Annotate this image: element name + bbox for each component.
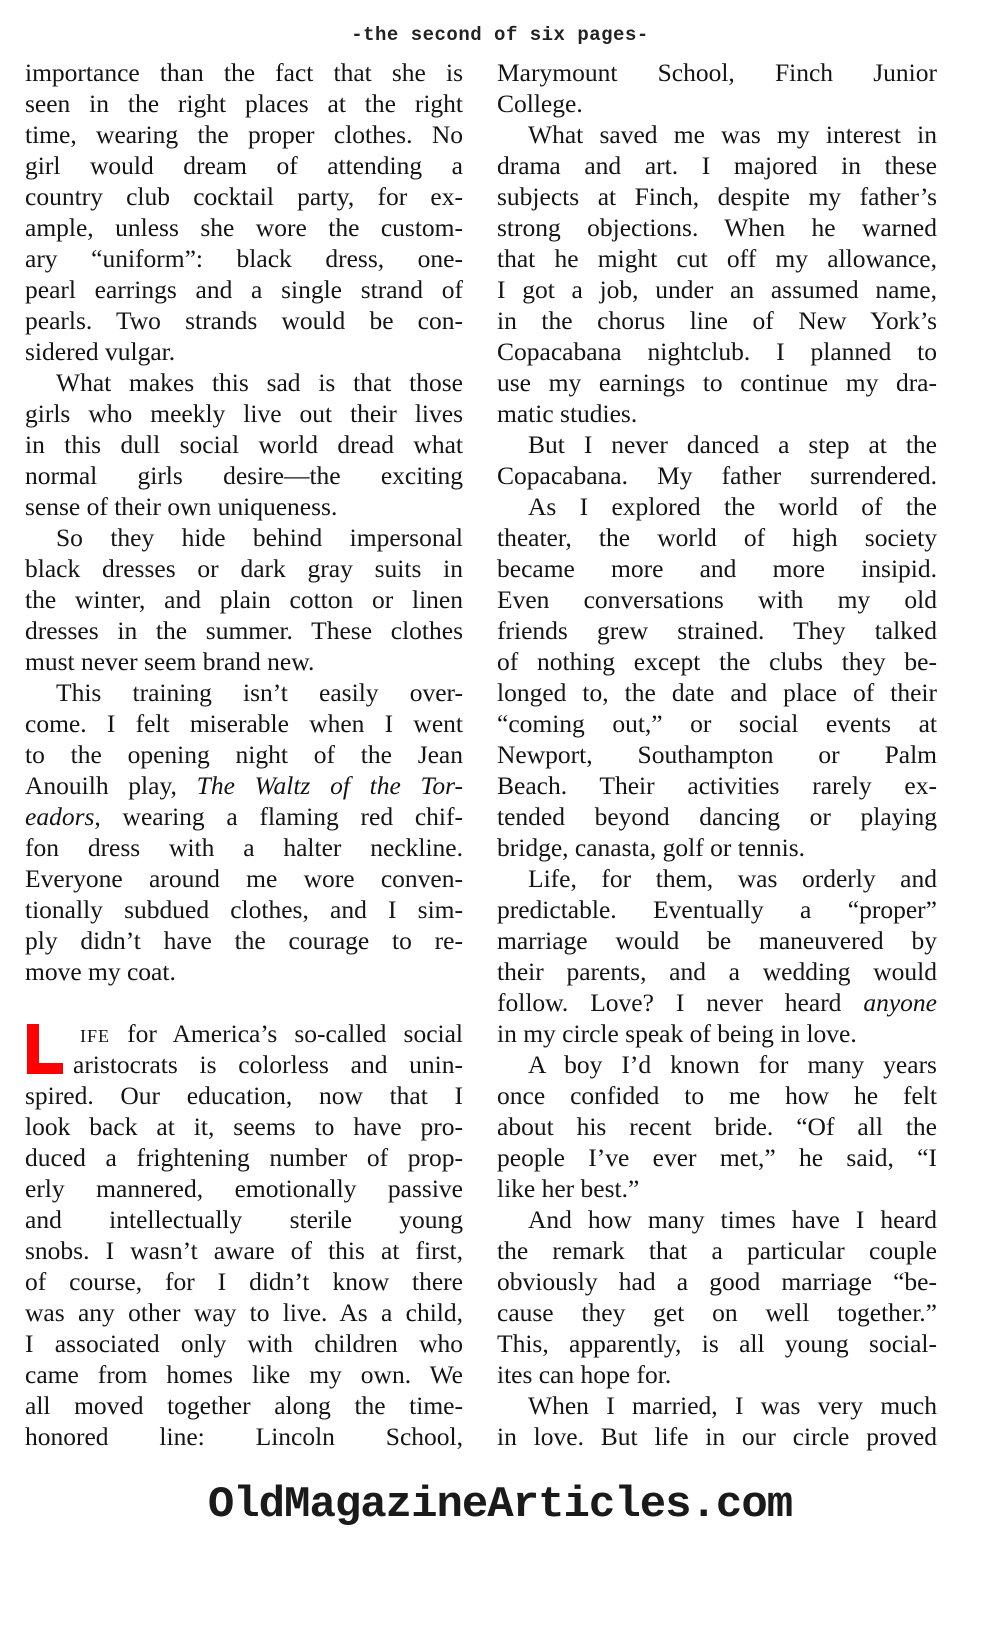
text-line: to the opening night of the Jean xyxy=(25,740,463,769)
play-title: The Waltz of the Tor- xyxy=(196,771,463,800)
text-line: of course, for I didn’t know there xyxy=(25,1267,463,1296)
text-segment: for America’s so-called social xyxy=(110,1019,463,1048)
text-line: matic studies. xyxy=(497,399,638,428)
text-line: friends grew strained. They talked xyxy=(497,616,937,645)
text-line: look back at it, seems to have pro- xyxy=(25,1112,463,1141)
text-line: of nothing except the clubs they be- xyxy=(497,647,937,676)
lead-in-smallcaps: ife xyxy=(80,1019,110,1048)
text-line: country club cocktail party, for ex- xyxy=(25,182,463,211)
text-line: Copacabana. My father surrendered. xyxy=(497,461,937,490)
text-line: their parents, and a wedding would xyxy=(497,957,937,986)
text-line: A boy I’d known for many years xyxy=(528,1050,937,1079)
text-line: time, wearing the proper clothes. No xyxy=(25,120,463,149)
text-line: come. I felt miserable when I went xyxy=(25,709,463,738)
text-line xyxy=(25,770,463,801)
text-line: theater, the world of high society xyxy=(497,523,937,552)
text-segment: Anouilh play, xyxy=(25,771,197,800)
play-title: eadors xyxy=(25,802,95,831)
section-paragraph xyxy=(25,1018,463,1452)
text-line: pearls. Two strands would be con- xyxy=(25,306,463,335)
text-line: girls who meekly live out their lives xyxy=(25,399,463,428)
text-line: predictable. Eventually a “proper” xyxy=(497,895,937,924)
text-line: I got a job, under an assumed name, xyxy=(497,275,937,304)
text-line: ample, unless she wore the custom- xyxy=(25,213,463,242)
text-line: like her best.” xyxy=(497,1174,640,1203)
paragraph xyxy=(497,863,937,1049)
text-line: ary “uniform”: black dress, one- xyxy=(25,244,463,273)
text-line: Newport, Southampton or Palm xyxy=(497,740,937,769)
text-line: must never seem brand new. xyxy=(25,647,315,676)
text-line: about his recent bride. “Of all the xyxy=(497,1112,937,1141)
text-line: cause they get on well together.” xyxy=(497,1298,937,1327)
text-line: Everyone around me wore conven- xyxy=(25,864,463,893)
text-line: black dresses or dark gray suits in xyxy=(25,554,463,583)
article-column-left xyxy=(25,57,463,1452)
text-line: all moved together along the time- xyxy=(25,1391,463,1420)
text-line: girl would dream of attending a xyxy=(25,151,463,180)
text-line: became more and more insipid. xyxy=(497,554,937,583)
text-line: importance than the fact that she is xyxy=(25,58,463,87)
text-line: ply didn’t have the courage to re- xyxy=(25,926,463,955)
text-segment: , wearing a flaming red chif- xyxy=(94,802,463,831)
paragraph xyxy=(497,119,937,429)
paragraph xyxy=(497,1390,937,1452)
text-line: Copacabana nightclub. I planned to xyxy=(497,337,937,366)
text-line: “coming out,” or social events at xyxy=(497,709,937,738)
text-line: sidered vulgar. xyxy=(25,337,176,366)
text-line: honored line: Lincoln School, xyxy=(25,1422,463,1451)
text-line: fon dress with a halter neckline. xyxy=(25,833,463,862)
text-line: duced a frightening number of prop- xyxy=(25,1143,463,1172)
text-line: But I never danced a step at the xyxy=(528,430,937,459)
page-indicator: -the second of six pages- xyxy=(351,24,649,46)
text-line xyxy=(25,1018,463,1049)
text-line: What makes this sad is that those xyxy=(56,368,463,397)
text-line: obviously had a good marriage “be- xyxy=(497,1267,937,1296)
paragraph xyxy=(497,491,937,863)
site-watermark: OldMagazineArticles.com xyxy=(207,1480,793,1530)
text-line xyxy=(25,801,463,832)
text-line: the remark that a particular couple xyxy=(497,1236,937,1265)
paragraph xyxy=(497,57,937,119)
text-line: longed to, the date and place of their xyxy=(497,678,937,707)
text-line: erly mannered, emotionally passive xyxy=(25,1174,463,1203)
text-line: So they hide behind impersonal xyxy=(56,523,463,552)
text-line: in my circle speak of being in love. xyxy=(497,1019,857,1048)
text-line: spired. Our education, now that I xyxy=(25,1081,463,1110)
text-line: dresses in the summer. These clothes xyxy=(25,616,463,645)
text-line: ites can hope for. xyxy=(497,1360,672,1389)
text-line: strong objections. When he warned xyxy=(497,213,937,242)
paragraph xyxy=(497,1049,937,1204)
text-line: As I explored the world of the xyxy=(528,492,937,521)
text-line: I associated only with children who xyxy=(25,1329,463,1358)
text-line: in love. But life in our circle proved xyxy=(497,1422,937,1451)
text-line: normal girls desire—the exciting xyxy=(25,461,463,490)
text-line: that he might cut off my allowance, xyxy=(497,244,937,273)
text-line: aristocrats is colorless and unin- xyxy=(73,1050,463,1079)
text-line: move my coat. xyxy=(25,957,176,986)
text-line: the winter, and plain cotton or linen xyxy=(25,585,463,614)
text-line: When I married, I was very much xyxy=(528,1391,937,1420)
text-line: use my earnings to continue my dra- xyxy=(497,368,937,397)
text-line: came from homes like my own. We xyxy=(25,1360,463,1389)
text-line: This, apparently, is all young social- xyxy=(497,1329,937,1358)
text-line: drama and art. I majored in these xyxy=(497,151,937,180)
text-line: Beach. Their activities rarely ex- xyxy=(497,771,937,800)
text-line xyxy=(497,987,937,1018)
paragraph xyxy=(497,1204,937,1390)
section-break xyxy=(25,987,463,1018)
text-line: tionally subdued clothes, and I sim- xyxy=(25,895,463,924)
text-line: marriage would be maneuvered by xyxy=(497,926,937,955)
paragraph xyxy=(25,367,463,522)
text-line: sense of their own uniqueness. xyxy=(25,492,338,521)
text-line: in the chorus line of New York’s xyxy=(497,306,937,335)
paragraph xyxy=(25,522,463,677)
text-line: College. xyxy=(497,89,583,118)
paragraph xyxy=(25,57,463,367)
text-line: snobs. I wasn’t aware of this at first, xyxy=(25,1236,463,1265)
text-line: tended beyond dancing or playing xyxy=(497,802,937,831)
text-line: And how many times have I heard xyxy=(528,1205,937,1234)
emphasis: anyone xyxy=(863,988,937,1017)
text-line: What saved me was my interest in xyxy=(528,120,937,149)
text-line: bridge, canasta, golf or tennis. xyxy=(497,833,806,862)
text-line: Even conversations with my old xyxy=(497,585,937,614)
text-line: Marymount School, Finch Junior xyxy=(497,58,937,87)
text-line: and intellectually sterile young xyxy=(25,1205,463,1234)
text-segment: follow. Love? I never heard xyxy=(497,988,864,1017)
text-line: once confided to me how he felt xyxy=(497,1081,937,1110)
text-line: pearl earrings and a single strand of xyxy=(25,275,463,304)
text-line: This training isn’t easily over- xyxy=(56,678,463,707)
text-line: in this dull social world dread what xyxy=(25,430,463,459)
drop-cap-l xyxy=(25,1024,61,1074)
text-line: seen in the right places at the right xyxy=(25,89,463,118)
article-column-right xyxy=(497,57,937,1452)
text-line: Life, for them, was orderly and xyxy=(528,864,937,893)
paragraph xyxy=(497,429,937,491)
text-line: people I’ve ever met,” he said, “I xyxy=(497,1143,937,1172)
text-line: subjects at Finch, despite my father’s xyxy=(497,182,937,211)
paragraph xyxy=(25,677,463,987)
text-line: was any other way to live. As a child, xyxy=(25,1298,463,1327)
